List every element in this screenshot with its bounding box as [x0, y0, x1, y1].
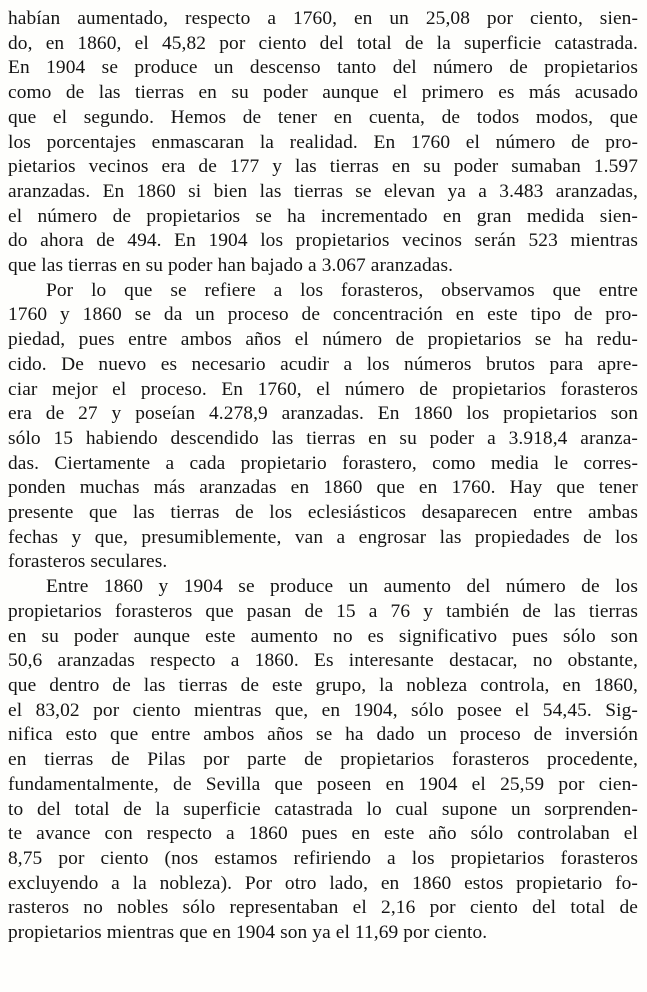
text-line: do ahora de 494. En 1904 los propietarios vecinos serán 523 mientras	[8, 230, 638, 252]
text-line: era de 27 y poseían 4.278,9 aranzadas. En 1860 los propietarios son	[8, 403, 638, 425]
text-line: sólo 15 habiendo descendido las tierras en su poder a 3.918,4 aranza-	[8, 427, 638, 449]
text-line: que el segundo. Hemos de tener en cuenta, de todos modos, que	[8, 106, 638, 128]
text-line: te avance con respecto a 1860 pues en este año sólo controlaban el	[8, 823, 638, 845]
text-line: el 83,02 por ciento mientras que, en 1904, sólo posee el 54,45. Sig-	[8, 699, 638, 721]
text-line: nifica esto que entre ambos años se ha dado un proceso de inversión	[8, 724, 638, 746]
text-line: ponden muchas más aranzadas en 1860 que en 1760. Hay que tener	[8, 477, 638, 499]
text-line: propietarios mientras que en 1904 son ya el 11,69 por ciento.	[8, 922, 488, 944]
text-line: en tierras de Pilas por parte de propietarios forasteros procedente,	[8, 749, 638, 771]
text-line: en su poder aunque este aumento no es significativo pues sólo son	[8, 625, 638, 647]
text-line: do, en 1860, el 45,82 por ciento del total de la superficie catastrada.	[8, 32, 638, 54]
text-line: excluyendo a la nobleza). Por otro lado, en 1860 estos propietario fo-	[8, 872, 638, 894]
text-line: 50,6 aranzadas respecto a 1860. Es interesante destacar, no obstante,	[8, 650, 638, 672]
text-line: piedad, pues entre ambos años el número de propietarios se ha redu-	[8, 329, 638, 351]
text-line: ciar mejor el proceso. En 1760, el número de propietarios forasteros	[8, 378, 638, 400]
text-line: que dentro de las tierras de este grupo, la nobleza controla, en 1860,	[8, 674, 638, 696]
text-line: En 1904 se produce un descenso tanto del número de propietarios	[8, 57, 638, 79]
text-line: los porcentajes enmascaran la realidad. En 1760 el número de pro-	[8, 131, 638, 153]
text-line: propietarios forasteros que pasan de 15 a 76 y también de las tierras	[8, 600, 638, 622]
text-line: rasteros no nobles sólo representaban el 2,16 por ciento del total de	[8, 897, 638, 919]
text-line: presente que las tierras de los eclesiásticos desaparecen entre ambas	[8, 502, 638, 524]
text-line: fechas y que, presumiblemente, van a engrosar las propiedades de los	[8, 526, 638, 548]
text-line: Entre 1860 y 1904 se produce un aumento del número de los	[46, 576, 638, 598]
paragraph	[8, 7, 638, 279]
text-line: 1760 y 1860 se da un proceso de concentración en este tipo de pro-	[8, 304, 638, 326]
text-line: habían aumentado, respecto a 1760, en un 25,08 por ciento, sien-	[8, 8, 638, 29]
paragraph	[8, 575, 638, 946]
text-line: cido. De nuevo es necesario acudir a los números brutos para apre-	[8, 353, 638, 375]
text-line: Por lo que se refiere a los forasteros, observamos que entre	[46, 279, 638, 301]
text-line: das. Ciertamente a cada propietario forastero, como media le corres-	[8, 452, 638, 474]
text-line: aranzadas. En 1860 si bien las tierras se elevan ya a 3.483 aranzadas,	[8, 180, 638, 202]
text-line: 8,75 por ciento (nos estamos refiriendo a los propietarios forasteros	[8, 847, 638, 869]
text-line: que las tierras en su poder han bajado a 3.067 aranzadas.	[8, 255, 454, 277]
paragraph	[8, 279, 638, 575]
text-line: forasteros seculares.	[8, 551, 168, 573]
text-line: el número de propietarios se ha incrementado en gran medida sien-	[8, 205, 638, 227]
text-line: como de las tierras en su poder aunque el primero es más acusado	[8, 82, 638, 104]
text-line: fundamentalmente, de Sevilla que poseen en 1904 el 25,59 por cien-	[8, 773, 638, 795]
text-line: pietarios vecinos era de 177 y las tierras en su poder sumaban 1.597	[8, 156, 638, 178]
text-line: to del total de la superficie catastrada lo cual supone un sorprenden-	[8, 798, 638, 820]
